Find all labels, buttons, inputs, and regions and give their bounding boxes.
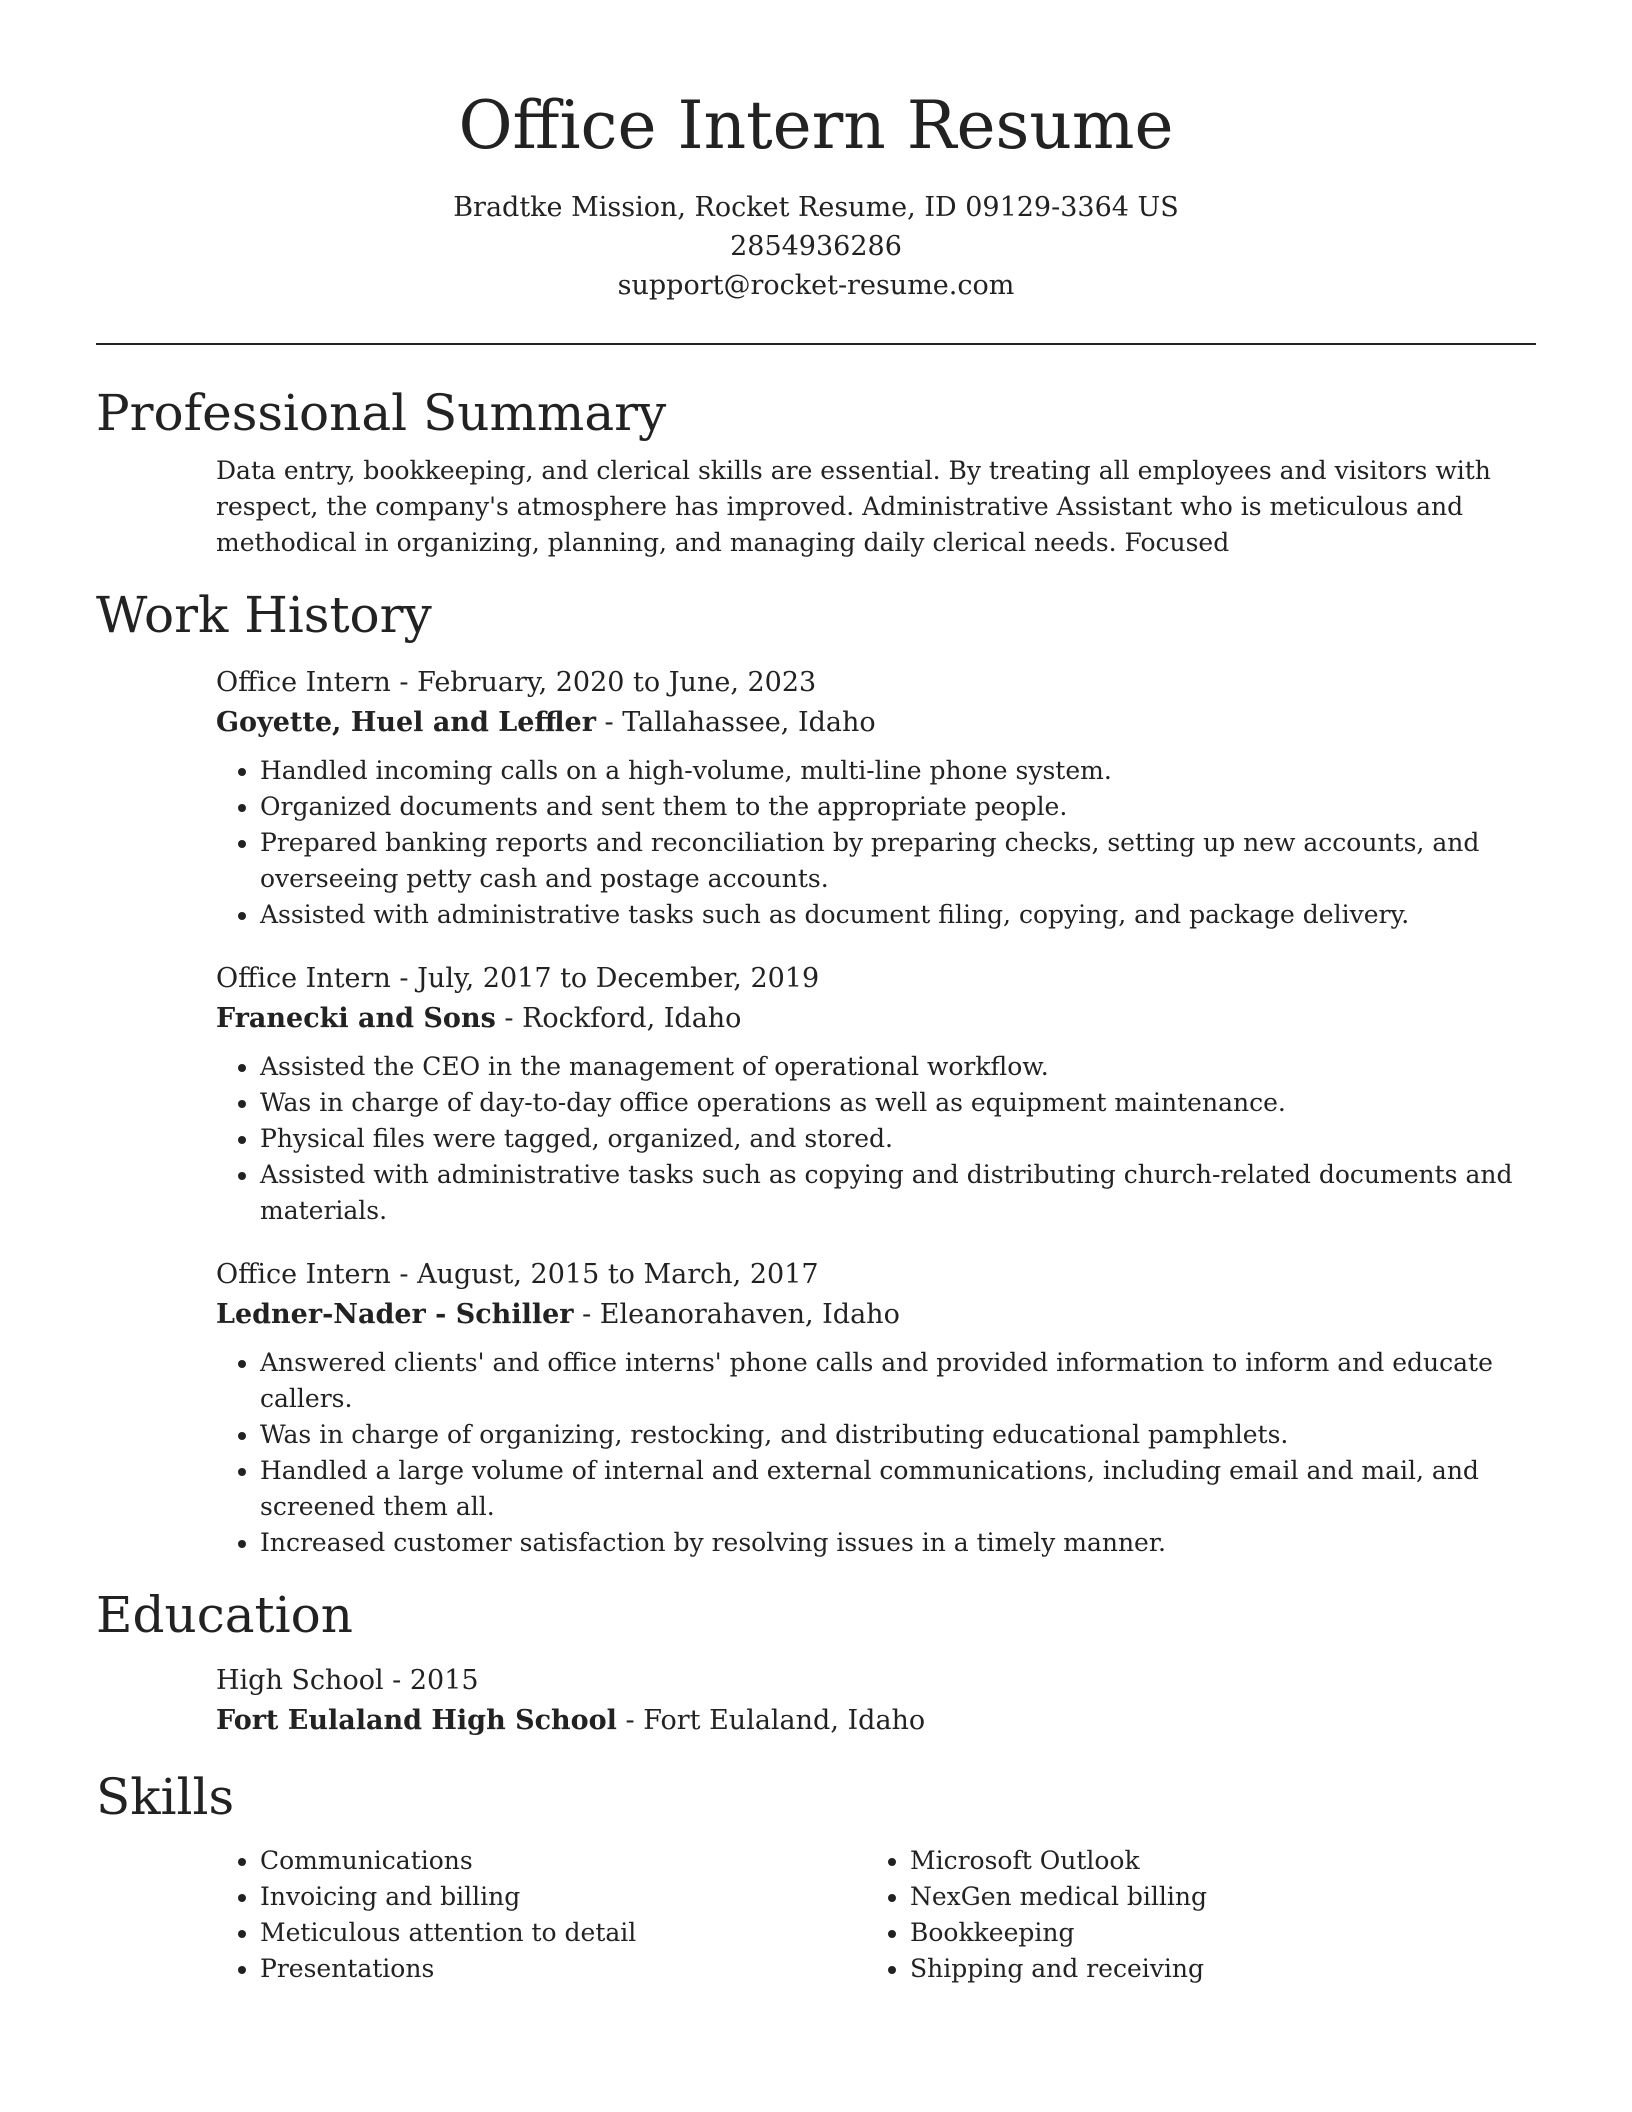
- job-duty: • Increased customer satisfaction by resolving issues in a timely manner.: [260, 1525, 1536, 1561]
- job-duty: • Answered clients' and office interns' phone calls and provided information to inform and educate callers.: [260, 1345, 1536, 1417]
- job-duty: • Handled incoming calls on a high-volume, multi-line phone system.: [260, 753, 1536, 789]
- skill-item: • Shipping and receiving: [910, 1951, 1466, 1987]
- job-company-line: [216, 1295, 1536, 1335]
- job-duty: • Prepared banking reports and reconciliation by preparing checks, setting up new accounts, and overseeing petty cash and postage accounts.: [260, 825, 1536, 897]
- skill-item: • Communications: [260, 1843, 866, 1879]
- summary-text: Data entry, bookkeeping, and clerical skills are essential. By treating all employees and visitors with respect, the company's atmosphere has improved. Administrative Assistant who is meticulous and methodical in organizing, planning, and managing daily clerical needs. Focused: [216, 456, 1491, 557]
- education-location: - Fort Eulaland, Idaho: [616, 1705, 926, 1736]
- job-entry: [216, 1255, 1536, 1561]
- email: support@rocket-resume.com: [617, 270, 1015, 301]
- job-duty: • Physical files were tagged, organized, and stored.: [260, 1121, 1536, 1157]
- job-duty: • Was in charge of organizing, restocking, and distributing educational pamphlets.: [260, 1417, 1536, 1453]
- education-degree-year: High School - 2015: [216, 1665, 479, 1696]
- skills-column-right: [866, 1843, 1466, 1987]
- skill-item: • Bookkeeping: [910, 1915, 1466, 1951]
- summary-heading: Professional Summary: [96, 384, 667, 442]
- job-duty: • Assisted with administrative tasks such as copying and distributing church-related documents and materials.: [260, 1157, 1536, 1229]
- job-duties: [216, 1345, 1536, 1561]
- resume-title: Office Intern Resume: [458, 87, 1174, 164]
- job-company: Goyette, Huel and Leffler: [216, 707, 596, 738]
- education-entry: [216, 1661, 1536, 1741]
- skill-item: • Microsoft Outlook: [910, 1843, 1466, 1879]
- job-duty: • Organized documents and sent them to the appropriate people.: [260, 789, 1536, 825]
- job-duty: • Assisted the CEO in the management of operational workflow.: [260, 1049, 1536, 1085]
- job-location: - Eleanorahaven, Idaho: [573, 1299, 900, 1330]
- skills-right-list: [866, 1843, 1466, 1987]
- job-company: Franecki and Sons: [216, 1003, 496, 1034]
- resume-page: [96, 0, 1536, 1987]
- job-duty: • Was in charge of day-to-day office operations as well as equipment maintenance.: [260, 1085, 1536, 1121]
- job-location: - Rockford, Idaho: [495, 1003, 742, 1034]
- resume-header: [96, 0, 1536, 305]
- work-history-heading: Work History: [96, 586, 432, 644]
- job-company-line: [216, 999, 1536, 1039]
- job-role-dates: Office Intern - February, 2020 to June, 2023: [216, 667, 817, 698]
- job-location: - Tallahassee, Idaho: [595, 707, 876, 738]
- address: Bradtke Mission, Rocket Resume, ID 09129-3364 US: [453, 192, 1179, 223]
- skill-item: • Invoicing and billing: [260, 1879, 866, 1915]
- education-school-line: [216, 1701, 1536, 1741]
- phone: 2854936286: [730, 231, 902, 262]
- job-company: Ledner-Nader - Schiller: [216, 1299, 574, 1330]
- skill-item: • NexGen medical billing: [910, 1879, 1466, 1915]
- job-role-dates: Office Intern - July, 2017 to December, 2019: [216, 963, 820, 994]
- job-duties: [216, 753, 1536, 933]
- job-duties: [216, 1049, 1536, 1229]
- job-duty: • Handled a large volume of internal and external communications, including email and mail, and screened them all.: [260, 1453, 1536, 1525]
- contact-info: [96, 188, 1536, 305]
- skills-list: [216, 1843, 1536, 1987]
- skills-left-list: [216, 1843, 866, 1987]
- job-entry: [216, 959, 1536, 1229]
- job-role-dates: Office Intern - August, 2015 to March, 2017: [216, 1259, 819, 1290]
- job-duty: • Assisted with administrative tasks such as document filing, copying, and package delivery.: [260, 897, 1536, 933]
- skill-item: • Presentations: [260, 1951, 866, 1987]
- skills-heading: Skills: [96, 1768, 235, 1826]
- job-entry: [216, 663, 1536, 933]
- education-heading: Education: [96, 1586, 353, 1644]
- skill-item: • Meticulous attention to detail: [260, 1915, 866, 1951]
- skills-column-left: [216, 1843, 866, 1987]
- work-history: [216, 663, 1536, 1561]
- education-school: Fort Eulaland High School: [216, 1705, 617, 1736]
- job-company-line: [216, 703, 1536, 743]
- header-divider: [96, 343, 1536, 345]
